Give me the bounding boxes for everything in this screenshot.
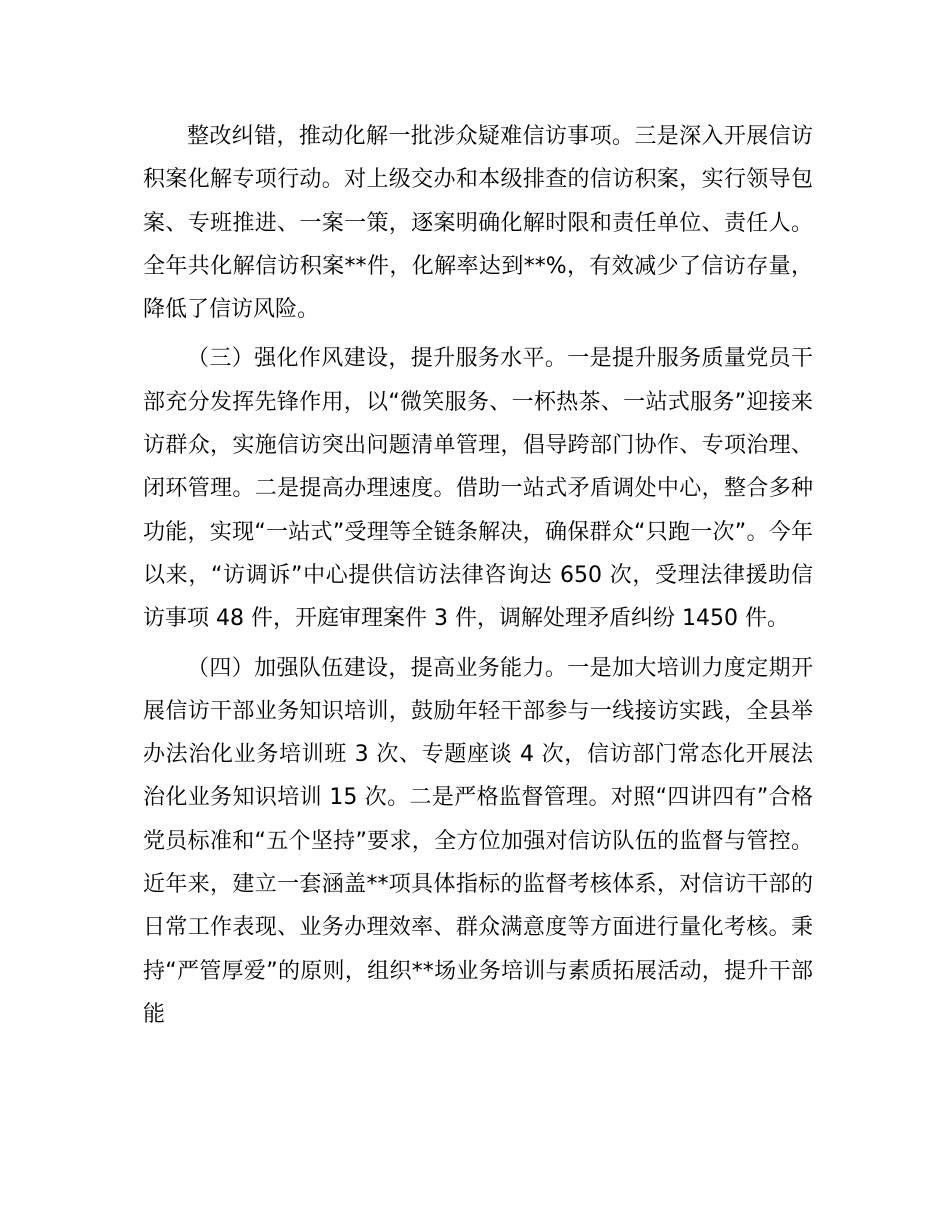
document-body [143, 115, 813, 1042]
paragraph-team-building: （四）加强队伍建设，提高业务能力。一是加大培训力度定期开展信访干部业务知识培训，鼓励年轻干部参与一线接访实践，全县举办法治化业务培训班 3 次、专题座谈 4 次，信访部门常态化开展法治化业务知识培训 15 次。二是严格监督管理。对照“四讲四有”合格党员标准和“五个坚持”要求，全方位加强对信访队伍的监督与管控。近年来，建立一套涵盖**项具体指标的监督考核体系，对信访干部的日常工作表现、业务办理效率、群众满意度等方面进行量化考核。秉持“严管厚爱”的原则，组织**场业务培训与素质拓展活动，提升干部能 [143, 655, 813, 1027]
paragraph-service-improvement: （三）强化作风建设，提升服务水平。一是提升服务质量党员干部充分发挥先锋作用，以“微笑服务、一杯热茶、一站式服务”迎接来访群众，实施信访突出问题清单管理，倡导跨部门协作、专项治理、闭环管理。二是提高办理速度。借助一站式矛盾调处中心，整合多种功能，实现“一站式”受理等全链条解决，确保群众“只跑一次”。今年以来，“访调诉”中心提供信访法律咨询达 650 次，受理法律援助信访事项 48 件，开庭审理案件 3 件，调解处理矛盾纠纷 1450 件。 [143, 346, 813, 632]
paragraph-backlog-resolution: 整改纠错，推动化解一批涉众疑难信访事项。三是深入开展信访积案化解专项行动。对上级交办和本级排查的信访积案，实行领导包案、专班推进、一案一策，逐案明确化解时限和责任单位、责任人。全年共化解信访积案**件，化解率达到**%，有效减少了信访存量，降低了信访风险。 [143, 124, 813, 323]
